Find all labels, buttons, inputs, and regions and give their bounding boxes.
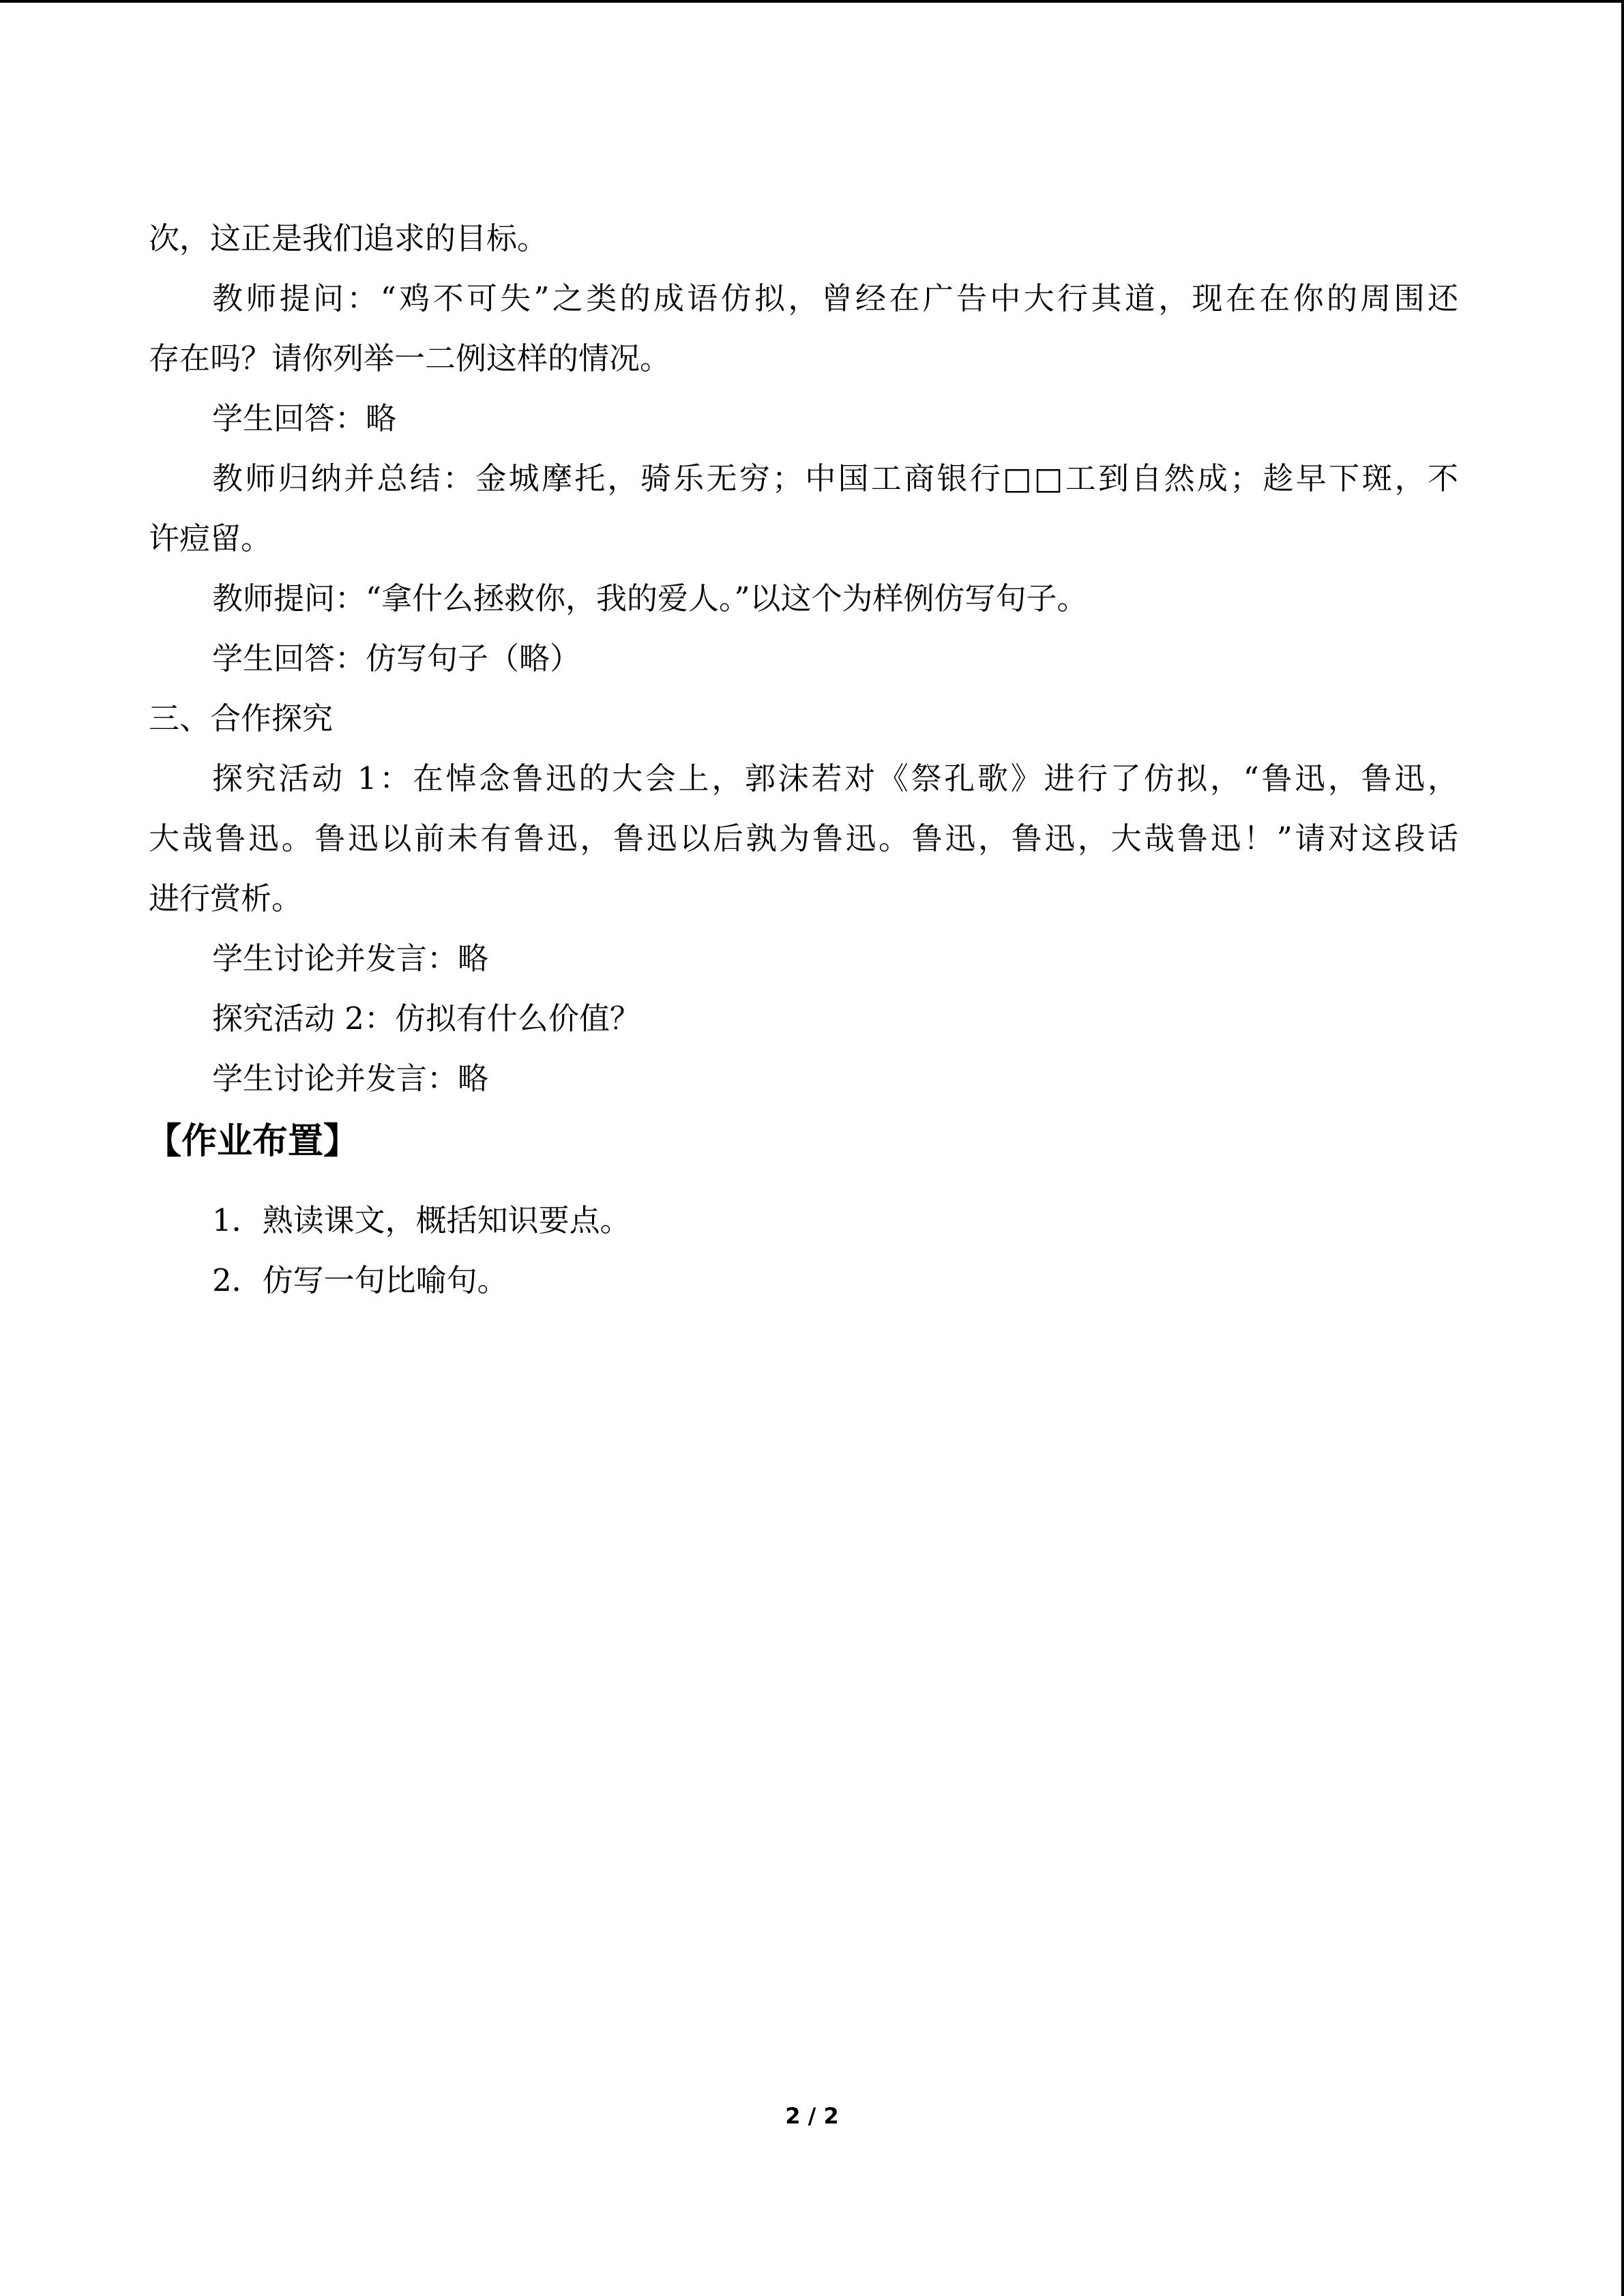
paragraph-line: 探究活动 1：在悼念鲁迅的大会上，郭沫若对《祭孔歌》进行了仿拟，“鲁迅，鲁迅， <box>212 760 1458 796</box>
paragraph-line: 探究活动 2：仿拟有什么价值？ <box>212 1000 640 1037</box>
homework-heading: 【作业布置】 <box>146 1121 359 1162</box>
homework-item: 1．熟读课文，概括知识要点。 <box>212 1202 631 1238</box>
paragraph-line: 大哉鲁迅。鲁迅以前未有鲁迅，鲁迅以后孰为鲁迅。鲁迅，鲁迅，大哉鲁迅！”请对这段话 <box>149 820 1458 856</box>
paragraph-line: 教师提问：“拿什么拯救你，我的爱人。”以这个为样例仿写句子。 <box>212 580 1088 616</box>
homework-item: 2．仿写一句比喻句。 <box>212 1262 508 1298</box>
document-body <box>146 209 1458 1311</box>
paragraph-line: 存在吗？请你列举一二例这样的情况。 <box>149 340 671 376</box>
paragraph-line: 学生讨论并发言：略 <box>212 940 489 976</box>
paragraph-line: 教师提问：“鸡不可失”之类的成语仿拟，曾经在广告中大行其道，现在在你的周围还 <box>212 280 1458 316</box>
section-title: 三、合作探究 <box>149 700 334 736</box>
paragraph-line: 学生回答：仿写句子（略） <box>212 640 581 676</box>
paragraph-line: 许痘留。 <box>149 520 272 556</box>
paragraph-line: 次，这正是我们追求的目标。 <box>149 220 548 256</box>
paragraph-line: 教师归纳并总结：金城摩托，骑乐无穷；中国工商银行□□工到自然成；趁早下斑，不 <box>212 460 1458 496</box>
paragraph-line: 学生讨论并发言：略 <box>212 1060 489 1097</box>
paragraph-line: 学生回答：略 <box>212 400 397 436</box>
paragraph-line: 进行赏析。 <box>149 880 303 916</box>
page-number: 2 / 2 <box>785 2103 839 2129</box>
